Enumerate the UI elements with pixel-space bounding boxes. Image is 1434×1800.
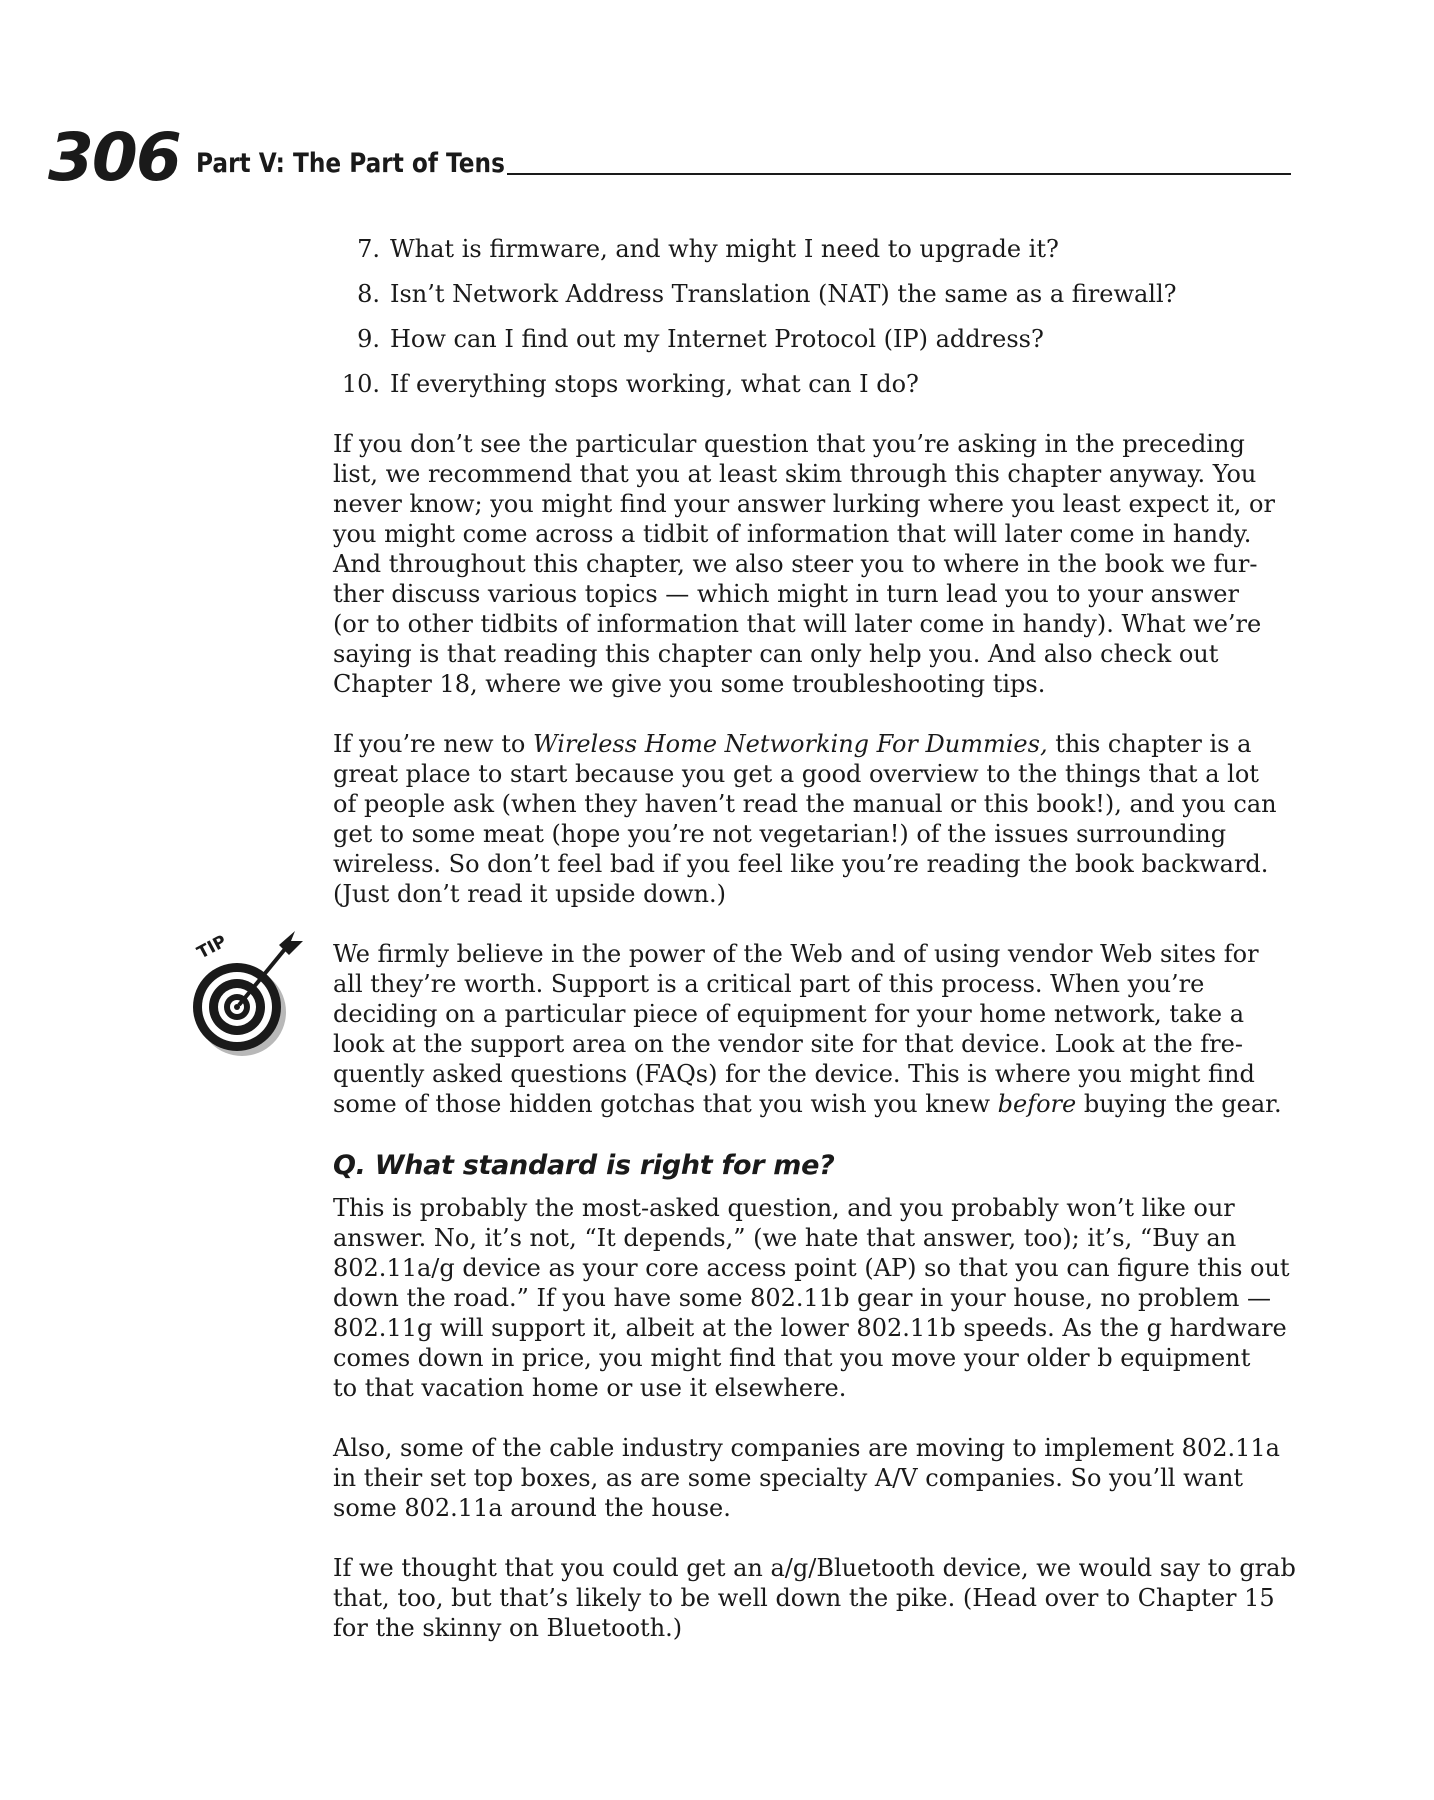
question-list <box>333 234 1248 399</box>
intro-paragraph: If you don’t see the particular question that you’re asking in the preceding list, we recommend that you at least skim through this chapter anyway. You never know; you might find your answer lurking where you least expect it, or you might come across a tidbit of information that will later come in handy. And throughout this chapter, we also steer you to where in the book we fur- ther discuss various topics — which might in turn lead you to your answer (or to other tidbits of information that will later come in handy). What we’re saying is that reading this chapter can only help you. And also check out Chapter 18, where we give you some troubleshooting tips. <box>333 430 1275 698</box>
list-number: 8. <box>357 280 380 308</box>
list-number: 7. <box>357 235 380 263</box>
running-header <box>48 118 1248 198</box>
section-paragraph: This is probably the most-asked question, and you probably won’t like our answer. No, it’s not, “It depends,” (we hate that answer, too); it’s, “Buy an 802.11a/g device as your core access point (AP) so that you can figure this out down the road.” If you have some 802.11b gear in your house, no problem — 802.11g will support it, albeit at the lower 802.11b speeds. As the g hardware comes down in price, you might find that you move your older b equipment to that vacation home or use it elsewhere. <box>333 1194 1290 1402</box>
page-number: 306 <box>48 119 180 196</box>
list-number: 9. <box>357 325 380 353</box>
book-title: Wireless Home Networking For Dummies, <box>532 730 1048 758</box>
list-text: If everything stops working, what can I do? <box>390 370 919 398</box>
tip-target-icon <box>187 927 307 1057</box>
list-number: 10. <box>341 370 380 398</box>
tip-paragraph: We firmly believe in the power of the Web and of using vendor Web sites for all they’re worth. Support is a critical part of this process. When you’re deciding on a particular piece of equipment for your home network, take a look at the support area on the vendor site for that device. Look at the fre- quently asked questions (FAQs) for the device. This is where you might find some of those hidden gotchas that you wish you knew before buying the gear. <box>333 940 1282 1118</box>
body-text <box>193 234 1296 1673</box>
part-title: Part V: The Part of Tens <box>196 148 505 179</box>
list-text: Isn’t Network Address Translation (NAT) the same as a firewall? <box>390 280 1177 308</box>
tip-label: TIP <box>193 931 231 964</box>
list-item <box>333 324 1248 354</box>
list-text: How can I find out my Internet Protocol (IP) address? <box>390 325 1044 353</box>
header-rule <box>507 173 1291 175</box>
newcomer-paragraph: If you’re new to Wireless Home Networking For Dummies, this chapter is a great place to start because you get a good overview to the things that a lot of people ask (when they haven’t read the manual or this book!), and you can get to some meat (hope you’re not vegetarian!) of the issues surrounding wireless. So don’t feel bad if you feel like you’re reading the book backward. (Just don’t read it upside down.) <box>333 730 1277 908</box>
list-item <box>333 234 1248 264</box>
tip-block <box>193 931 1282 1119</box>
section-paragraph: Also, some of the cable industry companies are moving to implement 802.11a in their set top boxes, as are some specialty A/V companies. So you’ll want some 802.11a around the house. <box>333 1434 1280 1522</box>
section-paragraph: If we thought that you could get an a/g/Bluetooth device, we would say to grab that, too, but that’s likely to be well down the pike. (Head over to Chapter 15 for the skinny on Bluetooth.) <box>333 1554 1296 1642</box>
list-text: What is firmware, and why might I need to upgrade it? <box>390 235 1059 263</box>
section-heading: Q. What standard is right for me? <box>333 1150 835 1181</box>
list-item <box>333 279 1248 309</box>
list-item <box>333 369 1248 399</box>
